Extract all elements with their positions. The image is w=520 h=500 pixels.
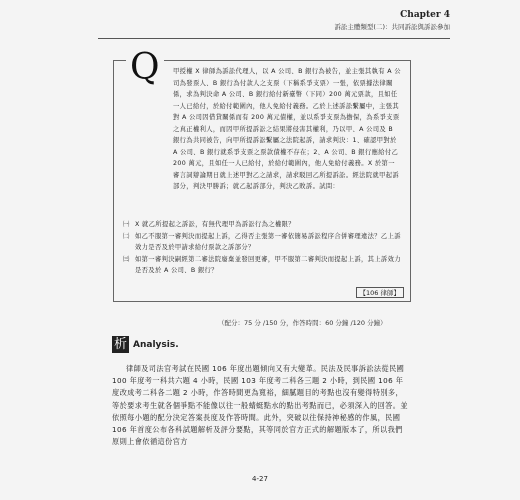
exam-source-tag: 【106 律師】 bbox=[356, 287, 404, 298]
score-info: （配分：75 分 /150 分，作答時間：60 分鐘 /120 分鐘） bbox=[218, 319, 387, 327]
question-option bbox=[123, 231, 403, 254]
analysis-paragraph: 律師及司法官考試在民國 106 年度出題傾向又有大變革。民法及民事訴訟法從民國 100 年度考一科共六題 4 小時，民國 103 年度考二科各三題 2 小時，到民國 106 年度改成考二科各二題 2 小時，作答時間更為寬裕，細膩題目的考點也沒有變得特別多，等於要求考生就各個爭點不能像以往一般蜻蜓點水的點出考點而已，必須深入的回答。並依照每小題的配分決定答案長度及作答時間。此外，突破以往保持神秘感的作風，民國 106 年首度公布各科試題解析及評分要點，其等同於官方正式的解題版本了，所以我們原則上會依循這份官方 bbox=[112, 364, 408, 447]
analysis-body bbox=[112, 363, 408, 448]
analysis-badge: 析 bbox=[113, 337, 127, 352]
chapter-label: Chapter 4 bbox=[400, 10, 450, 20]
chapter-subtitle: 訴訟主體類型(二)：共同訴訟與訴訟參加 bbox=[334, 23, 450, 31]
question-text bbox=[173, 66, 401, 193]
option-text: 如第一審判決嗣經第二審法院廢棄並發回更審，甲不服第二審判決而提起上訴，其上訴效力是否及於 A 公司、B 銀行？ bbox=[135, 255, 401, 274]
header-divider bbox=[98, 38, 450, 39]
question-paragraph: 甲授權 X 律師為訴訟代理人，以 A 公司、B 銀行為被告，並主張其執有 A 公司為發票人、B 銀行為付款人之支票（下稱系爭支票）一張，依票據法律關係，求為判決命 A 公司、B 銀行給付新臺幣（下同）200 萬元票款，且如任一人已給付，於給付範圍內，他人免給付義務。乙於上述訴訟繫屬中，主張其對 A 公司因借貸關係而有 200 萬元債權，並以系爭支票為擔保，為系爭支票之真正權利人，而因甲所提訴訟之結果將侵害其權利，乃以甲、A 公司及 B 銀行為共同被告，向甲所提訴訟繫屬之法院起訴，請求判決：1、確認甲對於 A 公司、B 銀行就系爭支票之票款債權不存在；2、A 公司、B 銀行應給付乙 200 萬元，且如任一人已給付，於給付範圍內，他人免給付義務。X 於第一審言詞辯論期日就上述甲對乙之請求，請求駁回乙所提訴訟。經法院就甲起訴部分，判決甲勝訴；就乙起訴部分，判決乙敗訴。試問： bbox=[173, 68, 401, 190]
analysis-label: Analysis. bbox=[133, 339, 179, 350]
question-options bbox=[123, 219, 403, 277]
option-number: ㈢ bbox=[123, 255, 130, 263]
question-option bbox=[123, 254, 403, 277]
question-option bbox=[123, 219, 403, 231]
question-letter: Q bbox=[126, 50, 164, 86]
analysis-header bbox=[112, 336, 179, 353]
page-number: 4-27 bbox=[252, 475, 268, 483]
option-number: ㈠ bbox=[123, 221, 130, 228]
option-text: X 就乙所提起之訴訟，有無代理甲為訴訟行為之權限？ bbox=[135, 221, 295, 228]
option-number: ㈡ bbox=[123, 232, 130, 240]
option-text: 如乙不服第一審判決而提起上訴，乙得否主張第一審依簡易訴訟程序合併審理違法？乙上訴效力是否及於甲請求給付票款之訴部分？ bbox=[135, 232, 401, 251]
page-header bbox=[334, 10, 450, 31]
